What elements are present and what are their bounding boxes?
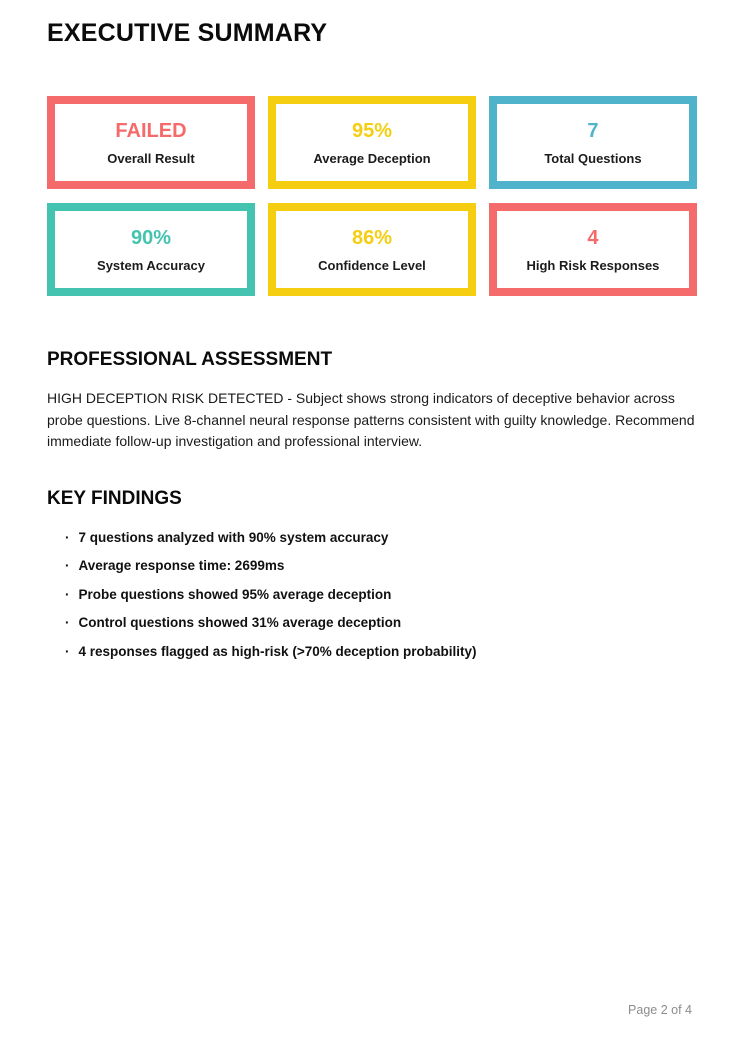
bullet-dot-icon: · <box>65 558 70 573</box>
professional-assessment-heading: PROFESSIONAL ASSESSMENT <box>47 349 333 370</box>
professional-assessment-body: HIGH DECEPTION RISK DETECTED - Subject shows strong indicators of deceptive behavior across probe questions. Live 8-channel neural response patterns consistent with guilty knowledge. Recommend immediate follow-up investigation and professional interview. <box>47 390 695 449</box>
metric-card-average-deception <box>268 96 476 189</box>
key-finding-text: 4 responses flagged as high-risk (>70% deception probability) <box>78 643 477 659</box>
key-finding-item <box>65 529 697 546</box>
key-finding-item <box>65 557 697 574</box>
metric-card-overall-result <box>47 96 255 189</box>
key-findings-list <box>47 529 697 660</box>
metric-card-total-questions <box>489 96 697 189</box>
metric-card-confidence-level <box>268 203 476 296</box>
key-finding-text: Control questions showed 31% average deception <box>78 615 402 630</box>
bullet-dot-icon: · <box>65 615 70 630</box>
bullet-dot-icon: · <box>65 643 70 659</box>
metric-card-system-accuracy <box>47 203 255 296</box>
bullet-dot-icon: · <box>65 529 70 545</box>
metric-value: 4 <box>587 226 599 249</box>
metric-label: Overall Result <box>107 150 195 166</box>
page-title: EXECUTIVE SUMMARY <box>47 19 328 47</box>
key-finding-text: Average response time: 2699ms <box>78 558 285 573</box>
metric-label: Average Deception <box>313 150 431 166</box>
metric-value: 95% <box>351 119 392 142</box>
bullet-dot-icon: · <box>65 586 70 602</box>
key-finding-item <box>65 586 697 603</box>
key-finding-item <box>65 614 697 631</box>
key-finding-text: 7 questions analyzed with 90% system accuracy <box>78 529 389 545</box>
metric-value: 7 <box>587 119 599 142</box>
metric-label: Confidence Level <box>318 257 426 273</box>
key-finding-text: Probe questions showed 95% average deception <box>78 586 392 602</box>
metric-label: High Risk Responses <box>526 257 660 273</box>
metric-label: Total Questions <box>544 150 642 166</box>
metric-label: System Accuracy <box>97 257 205 273</box>
summary-cards-grid <box>47 96 697 296</box>
metric-value: 90% <box>130 226 171 249</box>
key-findings-heading: KEY FINDINGS <box>47 487 182 509</box>
page-number: Page 2 of 4 <box>628 1003 692 1017</box>
metric-card-high-risk-responses <box>489 203 697 296</box>
metric-value: FAILED <box>115 119 187 142</box>
metric-value: 86% <box>351 226 392 249</box>
key-finding-item <box>65 643 697 660</box>
